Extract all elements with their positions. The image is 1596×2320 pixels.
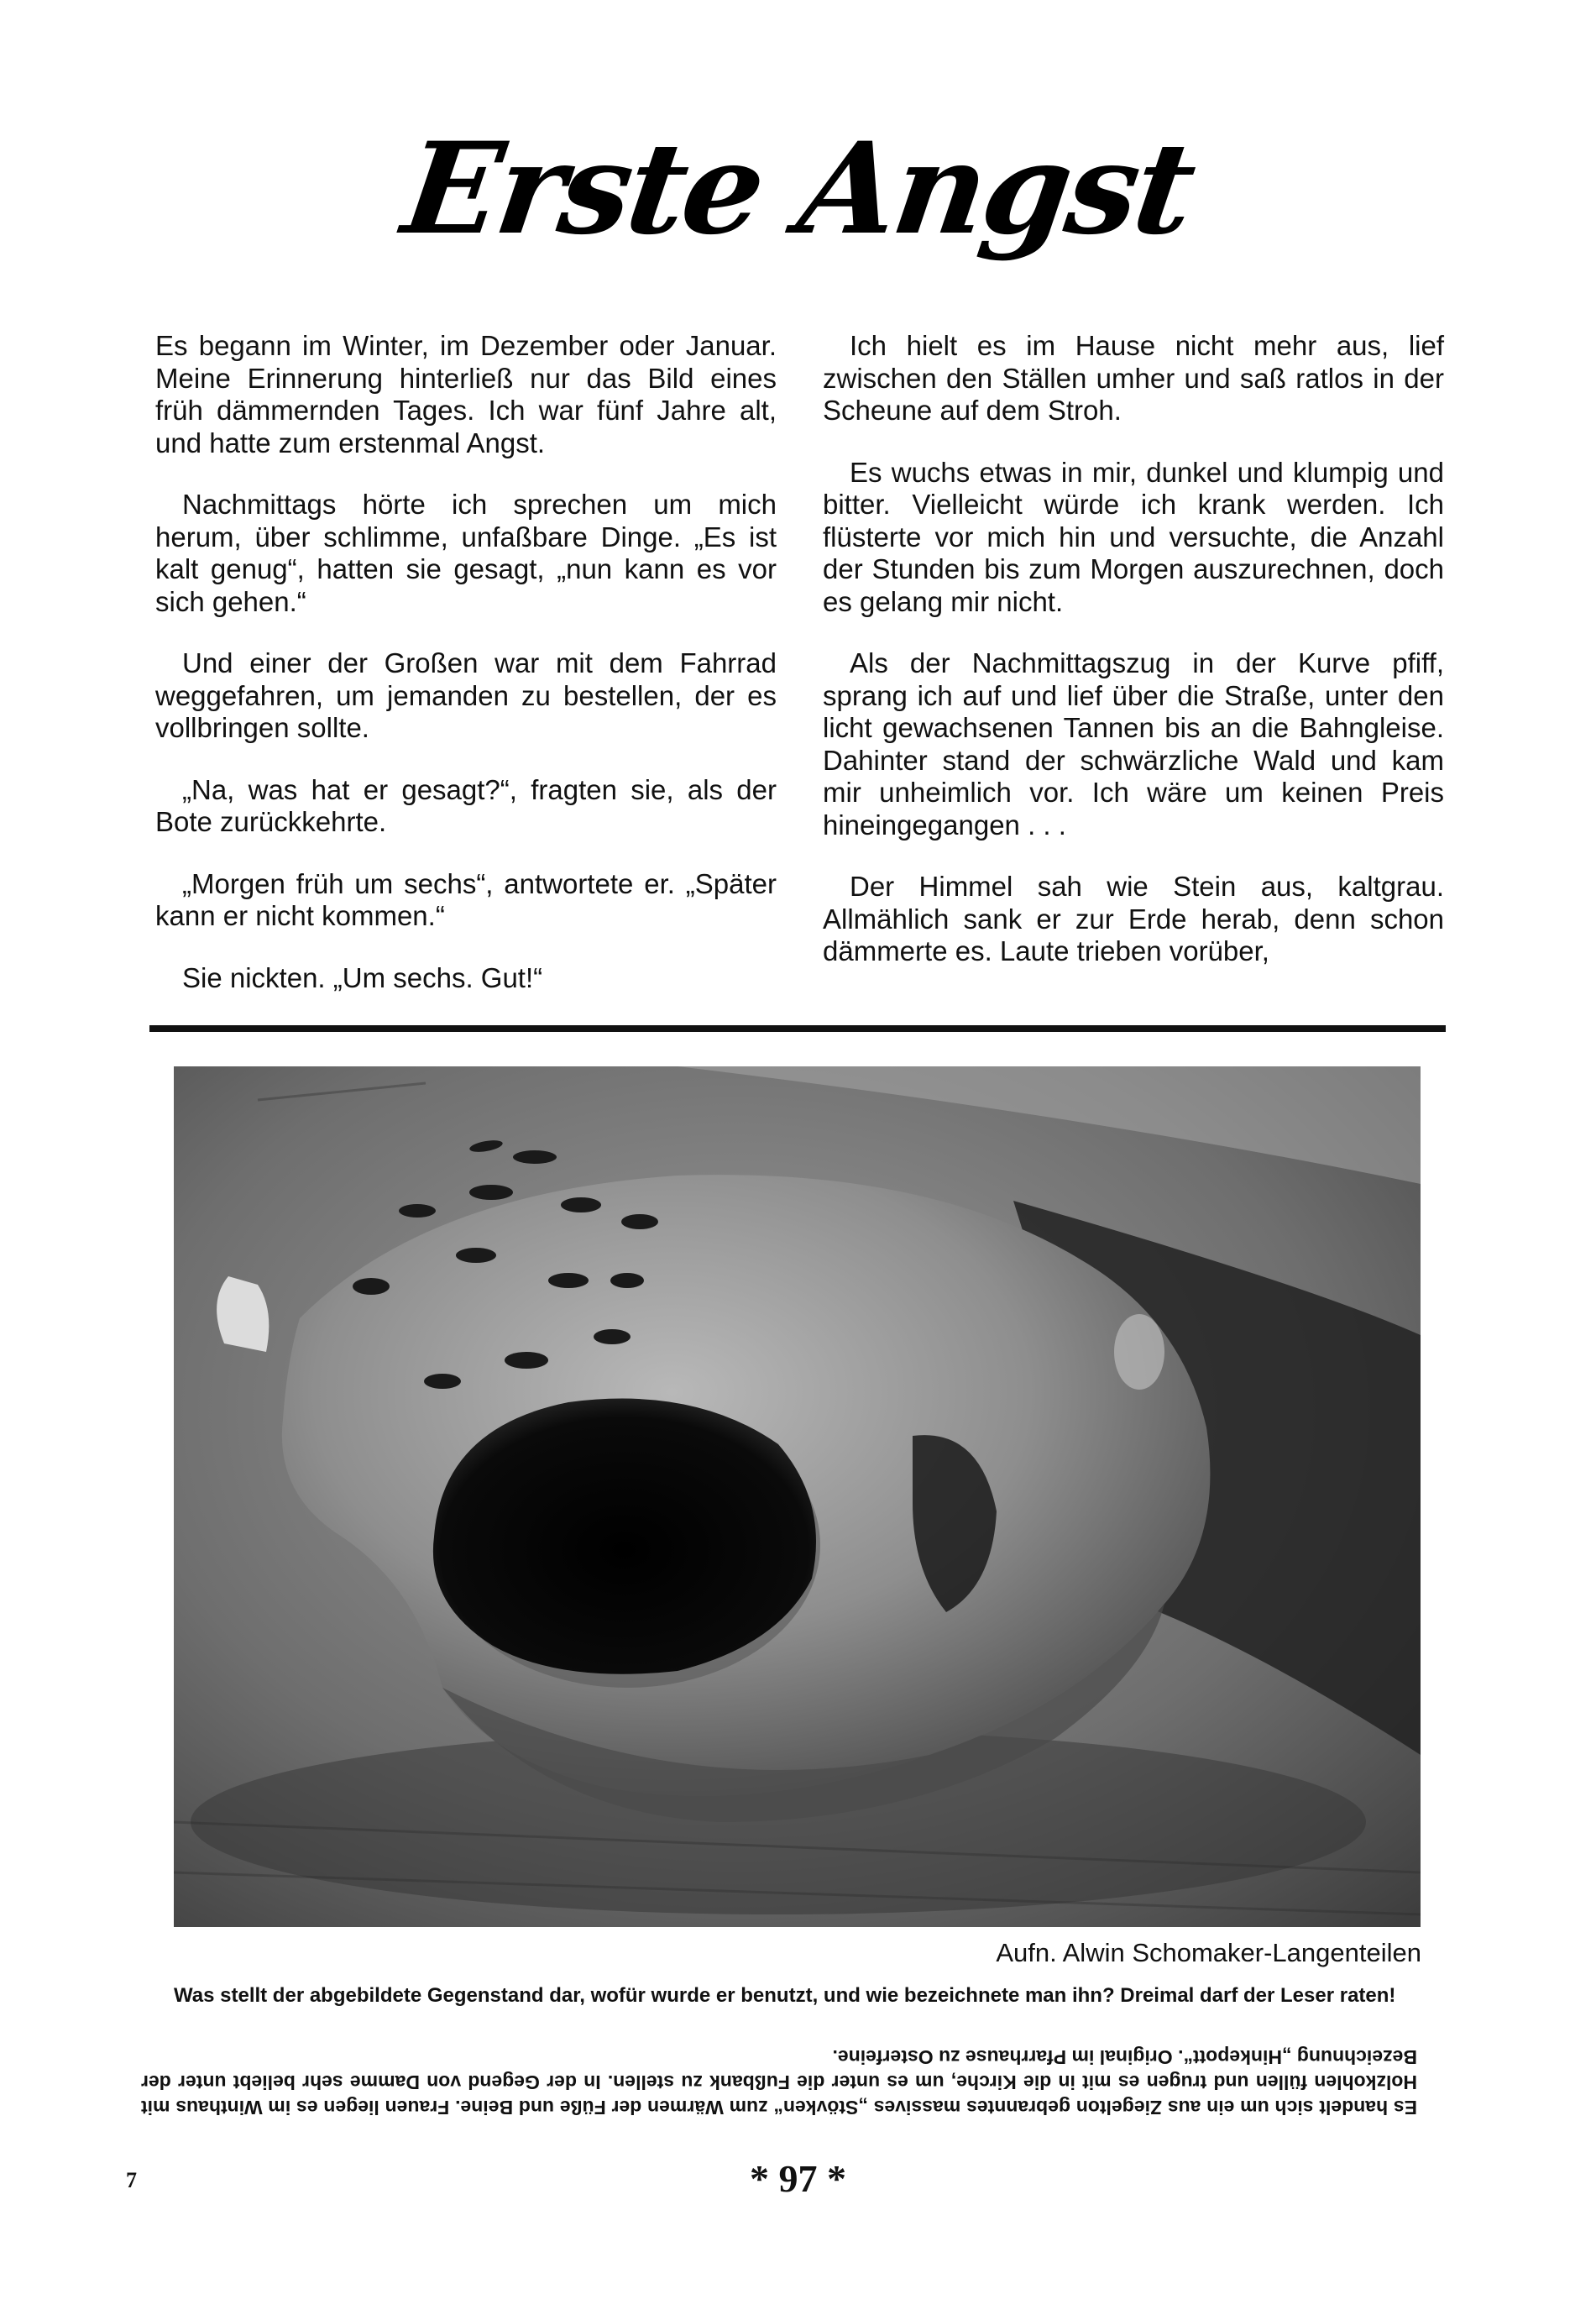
- right-column: [823, 330, 1444, 998]
- paragraph: „Na, was hat er gesagt?“, fragten sie, als der Bote zurückkehrte.: [155, 773, 777, 837]
- paragraph: Es begann im Winter, im Dezember oder Januar. Meine Erinnerung hinterließ nur das Bild eines früh dämmernden Tages. Ich war fünf Jahre alt, und hatte zum erstenmal Angst.: [155, 330, 777, 458]
- paragraph: Der Himmel sah wie Stein aus, kaltgrau. Allmählich sank er zur Erde herab, denn schon dämmerte es. Laute trieben vorüber,: [823, 871, 1444, 966]
- paragraph: Und einer der Großen war mit dem Fahrrad weggefahren, um jemanden zu bestellen, der es vollbringen sollte.: [155, 647, 777, 743]
- upside-down-answer: [141, 2045, 1417, 2120]
- photo-caption: Was stellt der abgebildete Gegenstand dar, wofür wurde er benutzt, und wie bezeichnete man ihn? Dreimal darf der Leser raten!: [174, 1984, 1396, 2007]
- corner-mark: 7: [126, 2168, 137, 2192]
- object-photo: [174, 1066, 1421, 1927]
- foot-warmer-photo-illustration: [174, 1066, 1421, 1927]
- photo-credit: Aufn. Alwin Schomaker-Langenteilen: [996, 1938, 1421, 1967]
- paragraph: Sie nickten. „Um sechs. Gut!“: [182, 961, 543, 993]
- paragraph: Ich hielt es im Hause nicht mehr aus, lief zwischen den Ställen umher und saß ratlos in der Scheune auf dem Stroh.: [823, 330, 1444, 426]
- article-title: Erste Angst: [395, 115, 1201, 263]
- page-number: * 97 *: [750, 2157, 846, 2200]
- paragraph: Nachmittags hörte ich sprechen um mich herum, über schlimme, unfaßbare Dinge. „Es ist kalt genug“, hatten sie gesagt, „nun kann es vor sich gehen.“: [155, 489, 777, 617]
- left-column: [155, 330, 777, 1024]
- paragraph: Es wuchs etwas in mir, dunkel und klumpig und bitter. Vielleicht würde ich krank werden. Ich flüsterte vor mich hin und versuchte, die Anzahl der Stunden bis zum Morgen auszurechnen, doch es gelang mir nicht.: [823, 456, 1444, 617]
- paragraph: „Morgen früh um sechs“, antwortete er. „Später kann er nicht kommen.“: [155, 867, 777, 931]
- paragraph: Als der Nachmittagszug in der Kurve pfiff, sprang ich auf und lief über die Straße, unter den licht gewachsenen Tannen bis an die Bahngleise. Dahinter stand der schwärzliche Wald und kam mir unheimlich vor. Ich wäre um keinen Preis hineingegangen . . .: [823, 647, 1444, 841]
- answer-text: Es handelt sich um ein aus Ziegelton gebranntes massives „Stövken“ zum Wärmen der Füße und Beine. Frauen liegen es im Winthaus mit Holzkohlen füllen und trugen es mit in die Kirche, um es unter die Fußbank zu stellen. In der Gegend von Damme sehr beliebt unter der Bezeichnung „Hinkepott“. Original im Pfarrhause zu Osterfeine.: [141, 2046, 1417, 2118]
- section-divider: [149, 1025, 1446, 1032]
